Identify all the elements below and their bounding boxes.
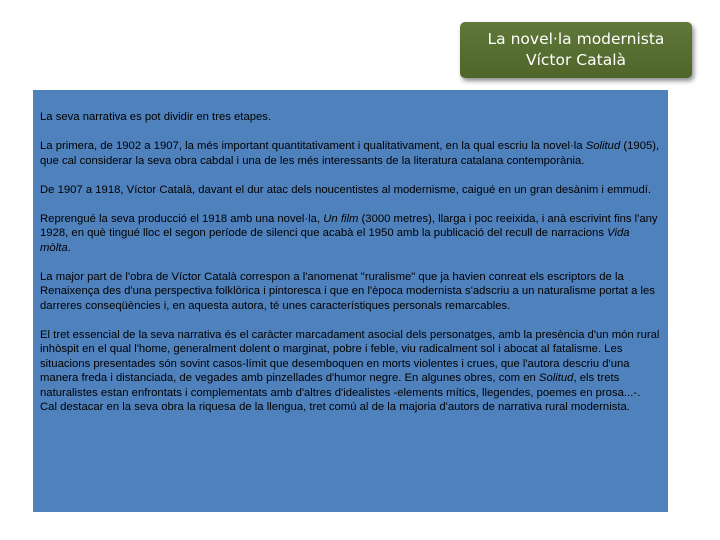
paragraph-resumption <box>40 212 660 256</box>
work-title: Un film <box>323 212 359 225</box>
text-run: , els trets naturalistes estan enfrontats i complementats amb d'altres d'idealistes -elements mítics, llegendes, poemes en prosa...-. Cal destacar en la seva obra la riquesa de la llengua, tret comú al de la majoria d'autors de narrativa rural modernista. <box>40 372 641 413</box>
text-run: (1905), que cal considerar la seva obra cabdal i una de les més interessants de la literatura catalana contemporània. <box>40 140 660 167</box>
work-title: Solitud <box>538 372 574 384</box>
content-panel <box>33 90 668 512</box>
paragraph-silence: De 1907 a 1918, Víctor Català, davant el dur atac dels noucentistes al modernisme, caigué en un gran desànim i emmudí. <box>40 183 652 196</box>
paragraph-intro: La seva narrativa es pot dividir en tres etapes. <box>40 111 272 123</box>
title-line-1: La novel·la modernista <box>487 30 665 48</box>
work-title: Vida mòlta <box>40 227 630 254</box>
text-run: . <box>67 241 71 254</box>
title-line-2: Víctor Català <box>526 51 626 69</box>
paragraph-essential-trait <box>40 328 660 415</box>
work-title: Solitud <box>585 140 621 152</box>
text-run: El tret essencial de la seva narrativa és el caràcter marcadament asocial dels personatges, amb la presència d'un món rural inhòspit en el qual l'home, generalment dolent o marginat, pobre i feble, viu radicalment sol i abocat al fatalisme. Les situacions presentades són sovint casos-límit que desemboquen en morts violentes i crues, que l'autora descriu d'una manera freda i distanciada, de vegades amb pinzellades d'humor negre. En algunes obres, com en <box>40 328 660 384</box>
text-run: (3000 metres), llarga i poc reeixida, i anà escrivint fins l'any 1928, en què tingué lloc el segon període de silenci que acabà el 1950 amb la publicació del recull de narracions <box>40 212 658 239</box>
text-run: Reprengué la seva producció el 1918 amb una novel·la, <box>40 212 324 225</box>
text-run: La primera, de 1902 a 1907, la més important quantitativament i qualitativament, en la qual escriu la novel·la <box>40 140 586 152</box>
slide-title <box>460 22 692 78</box>
paragraph-ruralism: La major part de l'obra de Víctor Català correspon a l'anomenat "ruralisme" que ja havien conreat els escriptors de la Renaixença des d'una perspectiva folklòrica i pintoresca i que en l'època modernista s'adscriu a un naturalisme portat a les darreres conseqüències i, en aquesta autora, té unes característiques personals remarcables. <box>40 270 655 312</box>
paragraph-first-stage <box>40 139 660 168</box>
